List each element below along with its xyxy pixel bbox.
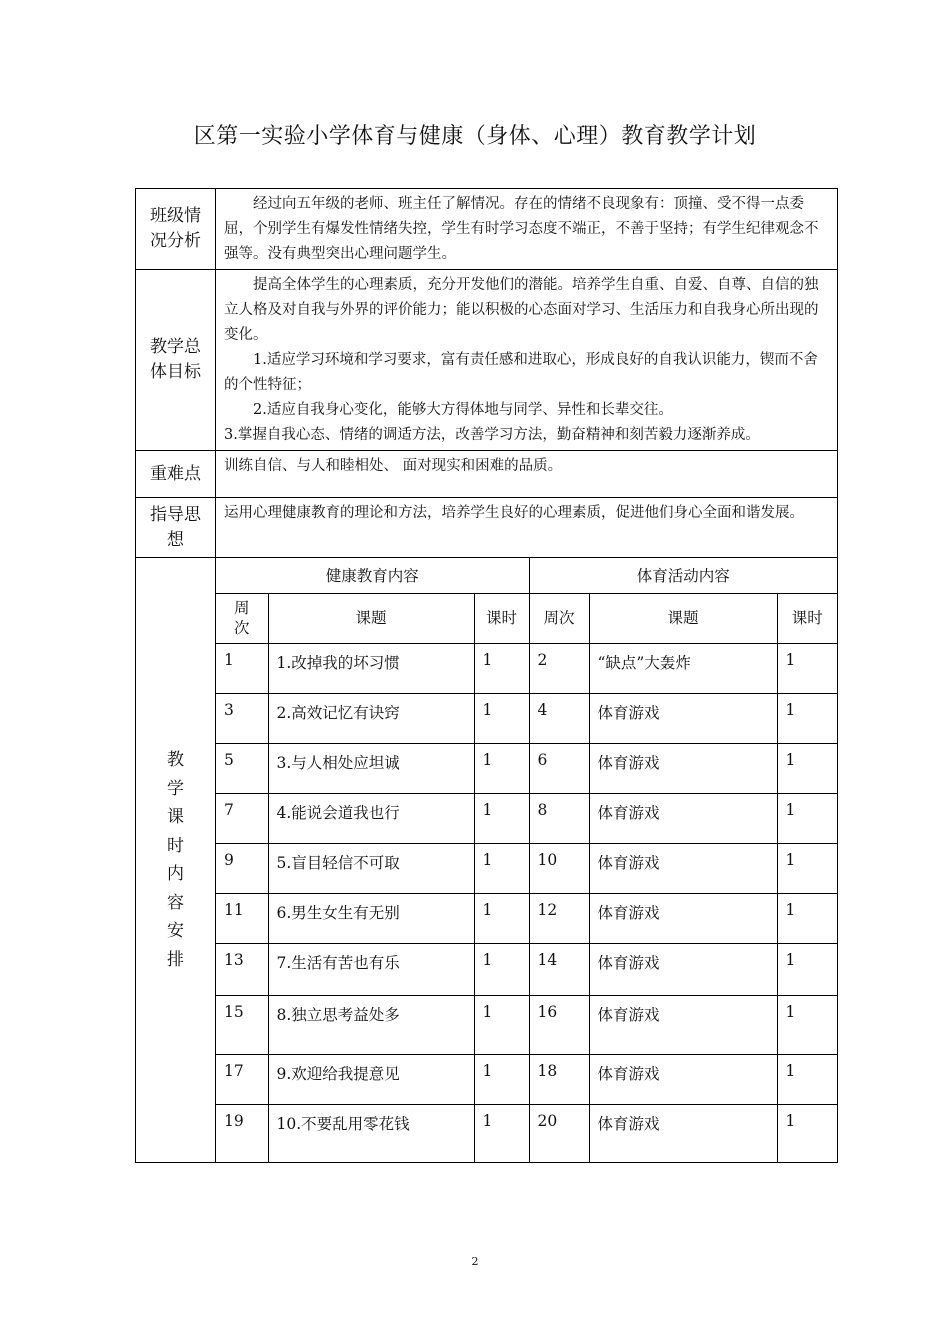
goals-paragraph-1: 提高全体学生的心理素质，充分开发他们的潜能。培养学生自重、自爱、自尊、自信的独立人格及对自我与外界的评价能力；能以积极的心态面对学习、生活压力和自我身心所出现的变化。 [224,277,819,343]
cell-hours-pe: 1 [777,995,837,1054]
cell-week-pe: 14 [529,943,589,995]
cell-hours-health: 1 [474,643,529,693]
class-analysis-text: 经过向五年级的老师、班主任了解情况。存在的情绪不良现象有：顶撞、受不得一点委屈，个别学生有爆发性情绪失控，学生有时学习态度不端正，不善于坚持；有学生纪律观念不强等。没有典型突出心理问题学生。 [216,189,838,270]
schedule-section-header [216,558,837,593]
col-hours-health: 课时 [474,593,529,643]
key-points-row [136,451,838,498]
guiding-label: 指导思想 [136,498,216,558]
cell-week-pe: 2 [529,643,589,693]
cell-topic-pe: 体育游戏 [589,693,777,743]
cell-topic-health: 4.能说会道我也行 [268,793,474,843]
cell-hours-pe: 1 [777,843,837,893]
page-title: 区第一实验小学体育与健康（身体、心理）教育教学计划 [193,124,757,149]
pe-header: 体育活动内容 [529,558,837,593]
health-header: 健康教育内容 [216,558,529,593]
cell-hours-health: 1 [474,743,529,793]
table-row [216,1104,837,1162]
cell-week-pe: 4 [529,693,589,743]
cell-hours-pe: 1 [777,643,837,693]
cell-hours-pe: 1 [777,1104,837,1162]
cell-hours-pe: 1 [777,893,837,943]
cell-week-health: 17 [216,1054,268,1104]
table-row [216,843,837,893]
cell-topic-pe: “缺点”大轰炸 [589,643,777,693]
goals-paragraph-2: 1.适应学习环境和学习要求，富有责任感和进取心，形成良好的自我认识能力，锲而不舍的个性特征； [224,352,818,393]
col-week-health: 周次 [216,593,268,643]
cell-topic-health: 6.男生女生有无别 [268,893,474,943]
cell-hours-health: 1 [474,793,529,843]
col-week-pe: 周次 [529,593,589,643]
cell-hours-pe: 1 [777,693,837,743]
cell-hours-health: 1 [474,893,529,943]
cell-hours-pe: 1 [777,1054,837,1104]
cell-week-health: 7 [216,793,268,843]
cell-week-pe: 18 [529,1054,589,1104]
goals-paragraph-4: 3.掌握自我心态、情绪的调适方法，改善学习方法，勤奋精神和刻苦毅力逐渐养成。 [224,427,760,443]
cell-hours-pe: 1 [777,793,837,843]
guiding-text: 运用心理健康教育的理论和方法，培养学生良好的心理素质，促进他们身心全面和谐发展。 [216,498,838,558]
cell-week-pe: 8 [529,793,589,843]
table-row [216,995,837,1054]
cell-week-pe: 10 [529,843,589,893]
cell-topic-health: 9.欢迎给我提意见 [268,1054,474,1104]
cell-topic-health: 1.改掉我的坏习惯 [268,643,474,693]
cell-topic-health: 2.高效记忆有诀窍 [268,693,474,743]
cell-week-health: 11 [216,893,268,943]
schedule-column-header [216,593,837,643]
cell-week-health: 13 [216,943,268,995]
cell-topic-pe: 体育游戏 [589,893,777,943]
cell-hours-health: 1 [474,1054,529,1104]
cell-hours-health: 1 [474,995,529,1054]
cell-topic-health: 8.独立思考益处多 [268,995,474,1054]
col-topic-pe: 课题 [589,593,777,643]
cell-hours-health: 1 [474,943,529,995]
class-analysis-row [136,189,838,270]
cell-hours-health: 1 [474,843,529,893]
guiding-row [136,498,838,558]
cell-topic-pe: 体育游戏 [589,943,777,995]
cell-week-health: 9 [216,843,268,893]
cell-topic-pe: 体育游戏 [589,1104,777,1162]
cell-week-pe: 20 [529,1104,589,1162]
table-row [216,693,837,743]
key-points-text: 训练自信、与人和睦相处、 面对现实和困难的品质。 [216,451,838,498]
cell-topic-health: 7.生活有苦也有乐 [268,943,474,995]
goals-label: 教学总体目标 [136,270,216,451]
cell-week-health: 19 [216,1104,268,1162]
cell-topic-pe: 体育游戏 [589,843,777,893]
cell-week-health: 5 [216,743,268,793]
table-row [216,743,837,793]
cell-week-health: 3 [216,693,268,743]
cell-topic-health: 3.与人相处应坦诚 [268,743,474,793]
cell-week-pe: 6 [529,743,589,793]
key-points-label: 重难点 [136,451,216,498]
cell-week-health: 15 [216,995,268,1054]
cell-topic-pe: 体育游戏 [589,793,777,843]
cell-hours-pe: 1 [777,943,837,995]
cell-topic-pe: 体育游戏 [589,995,777,1054]
cell-week-pe: 16 [529,995,589,1054]
cell-week-health: 1 [216,643,268,693]
cell-hours-health: 1 [474,693,529,743]
table-row [216,643,837,693]
goals-paragraph-3: 2.适应自我身心变化，能够大方得体地与同学、异性和长辈交往。 [253,402,673,418]
goals-row [136,270,838,451]
schedule-row [136,558,838,1163]
col-hours-pe: 课时 [777,593,837,643]
class-analysis-label: 班级情况分析 [136,189,216,270]
col-topic-health: 课题 [268,593,474,643]
schedule-label: 教学课时内容安排 [136,558,216,1163]
page-number: 2 [471,1255,479,1268]
cell-hours-health: 1 [474,1104,529,1162]
cell-week-pe: 12 [529,893,589,943]
cell-topic-health: 10.不要乱用零花钱 [268,1104,474,1162]
table-row [216,943,837,995]
cell-topic-health: 5.盲目轻信不可取 [268,843,474,893]
schedule-table [216,558,837,1162]
table-row [216,893,837,943]
cell-topic-pe: 体育游戏 [589,1054,777,1104]
plan-table [135,188,838,1163]
goals-text [216,270,838,451]
table-row [216,793,837,843]
cell-topic-pe: 体育游戏 [589,743,777,793]
table-row [216,1054,837,1104]
cell-hours-pe: 1 [777,743,837,793]
